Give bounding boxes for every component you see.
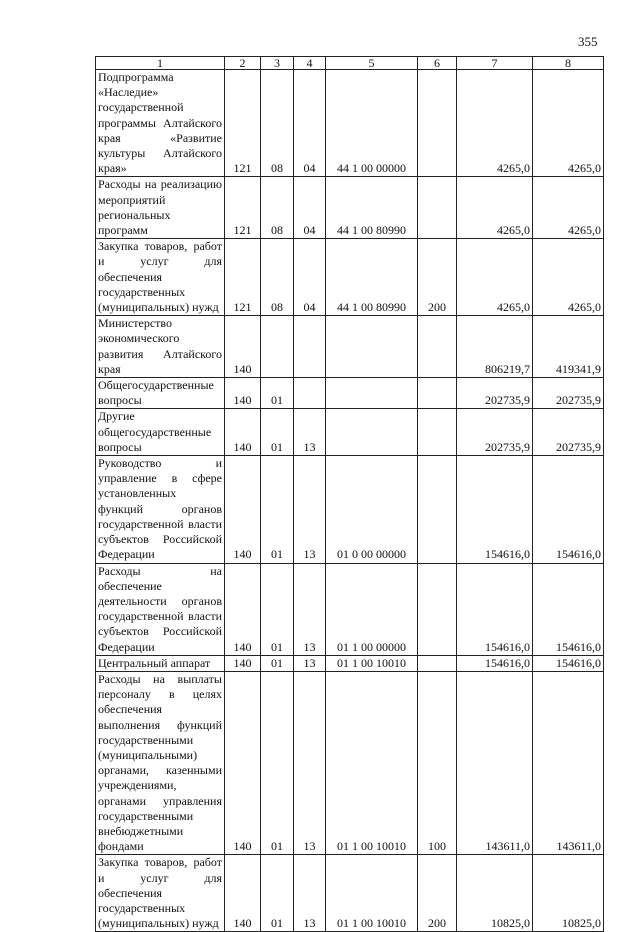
row-name: Министерство экономического развития Алтайского края	[96, 316, 225, 378]
row-name: Подпрограмма «Наследие» государственной программы Алтайского края «Развитие культуры Алтайского края»	[96, 70, 225, 177]
row-section: 01	[261, 671, 294, 854]
table-row	[96, 456, 604, 563]
row-sum-year-1: 143611,0	[457, 671, 533, 854]
row-subsection	[294, 378, 326, 409]
row-section: 01	[261, 378, 294, 409]
row-sum-year-2: 143611,0	[533, 671, 604, 854]
row-sum-year-1: 4265,0	[457, 70, 533, 177]
row-sum-year-2: 202735,9	[533, 409, 604, 456]
row-name: Общегосударственные вопросы	[96, 378, 225, 409]
row-target-article: 44 1 00 80990	[326, 239, 418, 316]
row-expense-type	[418, 456, 457, 563]
table-row	[96, 177, 604, 239]
row-code: 140	[225, 855, 261, 932]
row-expense-type	[418, 316, 457, 378]
row-code: 140	[225, 316, 261, 378]
column-header: 8	[533, 57, 604, 70]
table-row	[96, 378, 604, 409]
row-expense-type	[418, 177, 457, 239]
row-code: 140	[225, 378, 261, 409]
row-name: Руководство и управление в сфере установленных функций органов государственной власти субъектов Российской Федерации	[96, 456, 225, 563]
row-subsection: 13	[294, 855, 326, 932]
row-name: Другие общегосударственные вопросы	[96, 409, 225, 456]
row-sum-year-1: 202735,9	[457, 409, 533, 456]
row-target-article: 44 1 00 00000	[326, 70, 418, 177]
row-target-article	[326, 409, 418, 456]
row-name: Закупка товаров, работ и услуг для обеспечения государственных (муниципальных) нужд	[96, 239, 225, 316]
row-sum-year-2: 154616,0	[533, 456, 604, 563]
row-expense-type	[418, 655, 457, 671]
row-subsection: 13	[294, 409, 326, 456]
row-sum-year-1: 10825,0	[457, 855, 533, 932]
table-row	[96, 239, 604, 316]
row-section: 01	[261, 655, 294, 671]
row-subsection: 13	[294, 563, 326, 655]
row-subsection: 04	[294, 177, 326, 239]
column-header: 7	[457, 57, 533, 70]
row-expense-type: 100	[418, 671, 457, 854]
row-section: 08	[261, 70, 294, 177]
row-sum-year-2: 202735,9	[533, 378, 604, 409]
row-code: 140	[225, 456, 261, 563]
row-name: Расходы на реализацию мероприятий региональных программ	[96, 177, 225, 239]
row-target-article: 01 1 00 10010	[326, 855, 418, 932]
row-code: 140	[225, 655, 261, 671]
row-sum-year-2: 154616,0	[533, 655, 604, 671]
column-header: 3	[261, 57, 294, 70]
row-code: 140	[225, 563, 261, 655]
row-section: 01	[261, 456, 294, 563]
row-sum-year-1: 806219,7	[457, 316, 533, 378]
row-sum-year-1: 154616,0	[457, 456, 533, 563]
row-code: 140	[225, 409, 261, 456]
row-subsection: 13	[294, 456, 326, 563]
row-expense-type	[418, 70, 457, 177]
row-code: 121	[225, 239, 261, 316]
row-expense-type	[418, 378, 457, 409]
row-target-article: 44 1 00 80990	[326, 177, 418, 239]
table-row	[96, 563, 604, 655]
row-sum-year-1: 4265,0	[457, 239, 533, 316]
row-section: 01	[261, 855, 294, 932]
row-target-article: 01 0 00 00000	[326, 456, 418, 563]
column-header: 6	[418, 57, 457, 70]
table-row	[96, 671, 604, 854]
row-expense-type	[418, 409, 457, 456]
row-sum-year-2: 419341,9	[533, 316, 604, 378]
row-code: 140	[225, 671, 261, 854]
row-section	[261, 316, 294, 378]
row-code: 121	[225, 177, 261, 239]
row-sum-year-2: 4265,0	[533, 177, 604, 239]
row-sum-year-1: 202735,9	[457, 378, 533, 409]
row-sum-year-2: 4265,0	[533, 70, 604, 177]
row-subsection: 13	[294, 671, 326, 854]
table-row	[96, 316, 604, 378]
row-sum-year-1: 154616,0	[457, 563, 533, 655]
row-expense-type: 200	[418, 855, 457, 932]
row-code: 121	[225, 70, 261, 177]
row-name: Центральный аппарат	[96, 655, 225, 671]
row-subsection: 13	[294, 655, 326, 671]
row-expense-type	[418, 563, 457, 655]
column-header: 1	[96, 57, 225, 70]
row-name: Закупка товаров, работ и услуг для обеспечения государственных (муниципальных) нужд	[96, 855, 225, 932]
row-sum-year-1: 4265,0	[457, 177, 533, 239]
row-section: 08	[261, 239, 294, 316]
row-target-article: 01 1 00 10010	[326, 655, 418, 671]
row-section: 08	[261, 177, 294, 239]
row-target-article: 01 1 00 10010	[326, 671, 418, 854]
header-row	[96, 57, 604, 70]
table-row	[96, 70, 604, 177]
row-section: 01	[261, 563, 294, 655]
table-row	[96, 855, 604, 932]
row-target-article	[326, 316, 418, 378]
row-target-article: 01 1 00 00000	[326, 563, 418, 655]
row-expense-type: 200	[418, 239, 457, 316]
row-sum-year-2: 154616,0	[533, 563, 604, 655]
row-subsection: 04	[294, 239, 326, 316]
row-name: Расходы на обеспечение деятельности органов государственной власти субъектов Российской Федерации	[96, 563, 225, 655]
budget-table	[95, 56, 604, 932]
row-subsection: 04	[294, 70, 326, 177]
row-sum-year-1: 154616,0	[457, 655, 533, 671]
row-subsection	[294, 316, 326, 378]
table-row	[96, 409, 604, 456]
row-sum-year-2: 10825,0	[533, 855, 604, 932]
row-target-article	[326, 378, 418, 409]
row-section: 01	[261, 409, 294, 456]
row-name: Расходы на выплаты персоналу в целях обеспечения выполнения функций государственными (муниципальными) органами, казенными учреждениями, органами управления государственными внебюджетными фондами	[96, 671, 225, 854]
column-header: 4	[294, 57, 326, 70]
column-header: 5	[326, 57, 418, 70]
column-header: 2	[225, 57, 261, 70]
page-number: 355	[578, 34, 598, 49]
table-row	[96, 655, 604, 671]
row-sum-year-2: 4265,0	[533, 239, 604, 316]
